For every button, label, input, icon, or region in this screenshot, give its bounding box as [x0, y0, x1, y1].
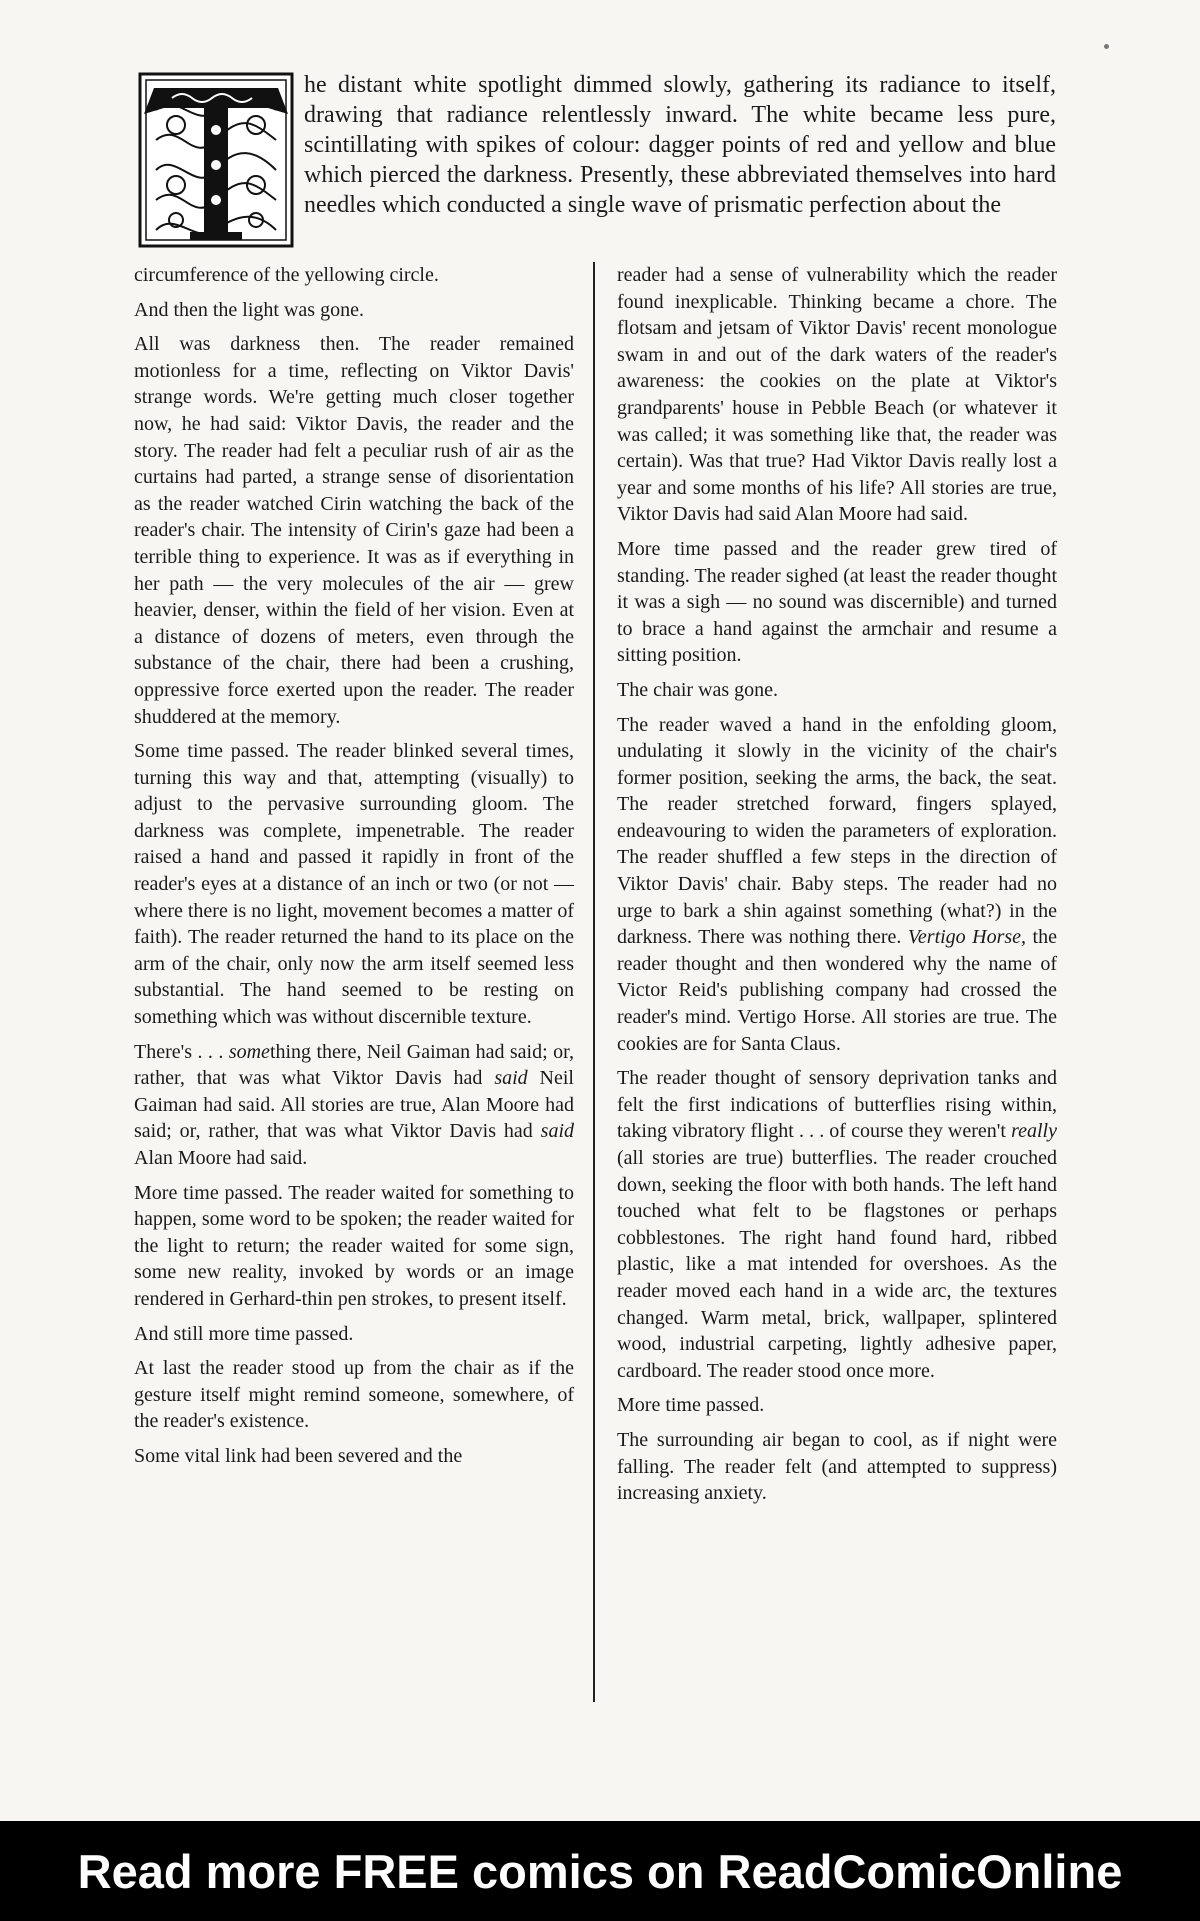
paragraph: At last the reader stood up from the chair as if the gesture itself might remind someone, somewhere, of the reader's existence.: [134, 1357, 574, 1433]
paragraph: The chair was gone.: [617, 678, 779, 701]
svg-text:T: T: [215, 178, 217, 179]
promo-banner[interactable]: [0, 1821, 1200, 1921]
paragraph: The surrounding air began to cool, as if night were falling. The reader felt (and attempted to suppress) increasing anxiety.: [617, 1428, 1057, 1505]
paragraph: The reader waved a hand in the enfolding gloom, undulating it slowly in the vicinity of the chair's former position, seeking the arms, the back, the seat. The reader stretched forward, fingers splayed, endeavouring to widen the parameters of exploration. The reader shuffled a few steps in the direction of Viktor Davis' chair. Baby steps. The reader had no urge to bark a shin against something (what?) in the darkness. There was nothing there. Vertigo Horse, the reader thought and then wondered why the name of Victor Reid's publishing company had crossed the reader's mind. Vertigo Horse. All stories are true. The cookies are for Santa Claus.: [617, 713, 1057, 1055]
paragraph: reader had a sense of vulnerability which the reader found inexplicable. Thinking became a chore. The flotsam and jetsam of Viktor Davis' recent monologue swam in and out of the dark waters of the reader's awareness: the cookies on the plate at Viktor's grandparents' house in Pebble Beach (or whatever it was called; it was something like that, the reader was certain). Was that true? Had Viktor Davis really lost a year and some months of his life? All stories are true, Viktor Davis had said Alan Moore had said.: [617, 264, 1057, 526]
paragraph: More time passed.: [617, 1394, 765, 1417]
left-column: [134, 262, 574, 1478]
paragraph: More time passed. The reader waited for something to happen, some word to be spoken; the reader waited for the light to return; the reader waited for some sign, some new reality, invoked by words or an image rendered in Gerhard-thin pen strokes, to present itself.: [134, 1181, 574, 1310]
paragraph: More time passed and the reader grew tired of standing. The reader sighed (at least the reader thought it was a sigh — no sound was discernible) and turned to brace a hand against the armchair and resume a sitting position.: [617, 537, 1057, 667]
intro-paragraph: [136, 70, 1056, 250]
paragraph: And still more time passed.: [134, 1322, 354, 1345]
column-divider: [593, 262, 595, 1702]
paragraph: circumference of the yellowing circle.: [134, 264, 439, 286]
promo-banner-text[interactable]: Read more FREE comics on ReadComicOnline: [77, 1844, 1123, 1898]
intro-text: he distant white spotlight dimmed slowly, gathering its radiance to itself, drawing that radiance relentlessly inward. The white became less pure, scintillating with spikes of colour: dagger points of red and yellow and blue which pierced the darkness. Presently, these abbreviated themselves into hard needles which conducted a single wave of prismatic perfection about the: [304, 72, 1056, 218]
paragraph: Some vital link had been severed and the: [134, 1444, 463, 1467]
paragraph: Some time passed. The reader blinked several times, turning this way and that, attempting (visually) to adjust to the pervasive surrounding gloom. The darkness was complete, impenetrable. The reader raised a hand and passed it rapidly in front of the reader's eyes at a distance of an inch or two (or not — where there is no light, movement becomes a matter of faith). The reader returned the hand to its place on the arm of the chair, only now the arm itself seemed less substantial. The hand seemed to be resting on something which was without discernible texture.: [134, 740, 574, 1029]
ink-speck: [1104, 44, 1109, 49]
ornate-dropcap-t-icon: [136, 70, 296, 250]
paragraph: And then the light was gone.: [134, 298, 364, 321]
right-column: [617, 262, 1057, 1515]
paragraph: All was darkness then. The reader remained motionless for a time, reflecting on Viktor Davis' strange words. We're getting much closer together now, he had said: Viktor Davis, the reader and the story. The reader had felt a peculiar rush of air as the curtains had parted, a strange sense of disorientation as the reader watched Cirin watching the back of the reader's chair. The intensity of Cirin's gaze had been a terrible thing to experience. It was as if everything in her path — the very molecules of the air — grew heavier, denser, within the field of her vision. Even at a distance of dozens of meters, even through the substance of the chair, there had been a crushing, oppressive force exerted upon the reader. The reader shuddered at the memory.: [134, 333, 574, 728]
paragraph: The reader thought of sensory deprivation tanks and felt the first indications of butterflies rising within, taking vibratory flight . . . of course they weren't really (all stories are true) butterflies. The reader crouched down, seeking the floor with both hands. The left hand touched what felt to be flagstones or perhaps cobblestones. The right hand found hard, ribbed plastic, like a mat intended for overshoes. As the reader moved each hand in a wide arc, the textures changed. Warm metal, brick, wallpaper, splintered wood, industrial carpeting, lightly adhesive paper, cardboard. The reader stood once more.: [617, 1067, 1057, 1382]
paragraph: There's . . . something there, Neil Gaiman had said; or, rather, that was what Viktor Davis had said Neil Gaiman had said. All stories are true, Alan Moore had said; or, rather, that was what Viktor Davis had said Alan Moore had said.: [134, 1040, 574, 1169]
